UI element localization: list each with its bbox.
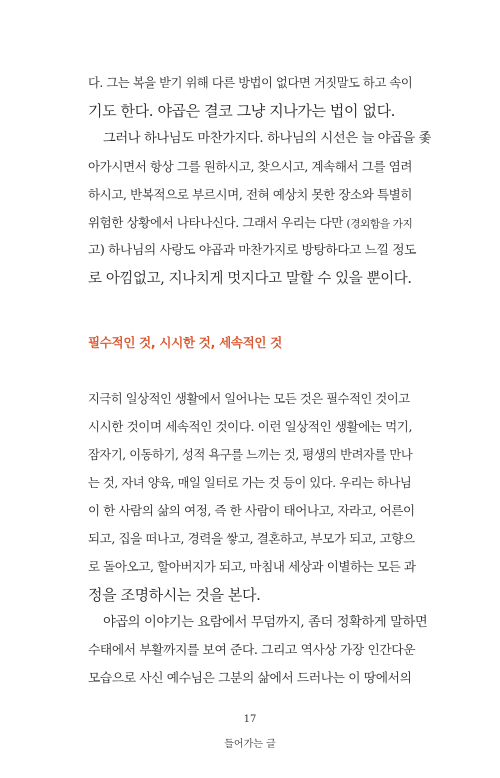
text-line: 되고, 집을 떠나고, 경력을 쌓고, 결혼하고, 부모가 되고, 고향으 xyxy=(88,531,415,546)
text-line: 하시고, 반복적으로 부르시며, 전혀 예상치 못한 장소와 특별히 xyxy=(88,187,413,202)
text-line: 정을 조명하시는 것을 본다. xyxy=(88,586,261,604)
text-span: 위험한 상황에서 나타나신다. 그래서 우리는 다만 xyxy=(88,215,343,230)
section-heading: 필수적인 것, 시시한 것, 세속적인 것 xyxy=(88,335,283,350)
text-line: 수태에서 부활까지를 보여 준다. 그리고 역사상 가장 인간다운 xyxy=(88,643,416,658)
text-line: 기도 한다. 야곱은 결코 그냥 지나가는 법이 없다. xyxy=(88,102,396,120)
running-title: 들어가는 글 xyxy=(224,739,276,750)
text-line: 고) 하나님의 사랑도 야곱과 마찬가지로 방탕하다고 느낄 정도 xyxy=(88,243,417,258)
text-line: 아가시면서 항상 그를 원하시고, 찾으시고, 계속해서 그를 염려 xyxy=(88,159,413,174)
text-line: 그러나 하나님도 마찬가지다. 하나님의 시선은 늘 야곱을 좇 xyxy=(103,131,432,146)
text-line: 는 것, 자녀 양육, 매일 일터로 가는 것 등이 있다. 우리는 하나님 xyxy=(88,476,412,490)
text-line: 야곱의 이야기는 요람에서 무덤까지, 좀더 정확하게 말하면 xyxy=(103,615,428,630)
text-line xyxy=(88,213,416,234)
text-line: 잠자기, 이동하기, 성적 욕구를 느끼는 것, 평생의 반려자를 만나 xyxy=(88,448,413,462)
page-number: 17 xyxy=(243,714,257,725)
text-line: 로 아낌없고, 지나치게 멋지다고 말할 수 있을 뿐이다. xyxy=(88,271,412,287)
text-line: 지극히 일상적인 생활에서 일어나는 모든 것은 필수적인 것이고 xyxy=(88,392,410,406)
text-line: 시시한 것이며 세속적인 것이다. 이런 일상적인 생활에는 먹기, xyxy=(88,419,413,434)
text-line: 모습으로 사신 예수님은 그분의 삶에서 드러나는 이 땅에서의 xyxy=(88,671,412,686)
small-text-span: (경외함을 가지 xyxy=(346,218,413,230)
text-line: 로 돌아오고, 할아버지가 되고, 마침내 세상과 이별하는 모든 과 xyxy=(88,559,416,574)
text-line: 이 한 사람의 삶의 여정, 즉 한 사람이 태어나고, 자라고, 어른이 xyxy=(88,503,415,518)
text-line: 다. 그는 복을 받기 위해 다른 방법이 없다면 거짓말도 하고 속이 xyxy=(88,76,413,90)
